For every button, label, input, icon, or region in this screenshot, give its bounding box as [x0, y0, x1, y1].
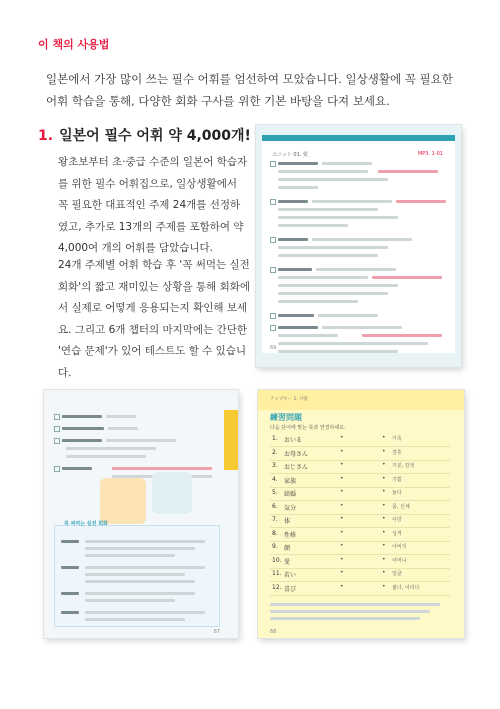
vocab-page-thumbnail	[256, 125, 461, 367]
practice-row	[270, 448, 450, 461]
dot-icon: •	[340, 542, 344, 549]
practice-word: 3.	[272, 462, 278, 469]
dot-icon: •	[382, 582, 386, 590]
illustration-children	[100, 478, 146, 524]
text-line	[85, 554, 175, 557]
practice-row	[270, 434, 450, 447]
dot-icon: •	[382, 474, 386, 482]
dot-icon: •	[382, 501, 386, 509]
practice-row	[270, 461, 450, 474]
dot-icon: •	[340, 488, 344, 495]
practice-row	[270, 556, 450, 569]
conversation-page-thumbnail	[44, 390, 238, 638]
text-line	[278, 162, 318, 165]
text-line	[270, 603, 440, 606]
text-line	[61, 540, 79, 543]
practice-answer: 기분, 감정	[392, 463, 415, 469]
checkbox-icon	[270, 161, 276, 167]
practice-title: 練習問題	[270, 413, 302, 422]
text-line	[85, 618, 185, 621]
practice-row	[270, 502, 450, 515]
text-line	[278, 178, 388, 181]
practice-word: 9.	[272, 543, 278, 550]
practice-word-text: 愛	[284, 558, 291, 566]
checkbox-icon	[270, 237, 276, 243]
dot-icon: •	[340, 434, 344, 441]
practice-answer: 결혼	[392, 449, 402, 456]
practice-page-thumbnail	[258, 390, 464, 638]
text-line	[85, 580, 195, 583]
practice-word-text: お母さん	[284, 450, 309, 458]
text-line	[278, 170, 368, 173]
practice-instruction: 다음 단어에 맞는 뜻과 연결하세요.	[270, 425, 346, 431]
practice-row	[270, 529, 450, 542]
practice-word-text: 結婚	[284, 491, 297, 498]
text-line	[378, 170, 438, 173]
text-line	[278, 238, 308, 241]
text-line	[278, 342, 428, 345]
text-line	[85, 599, 175, 602]
text-line	[278, 216, 398, 219]
text-line	[270, 610, 430, 613]
vocab-page	[262, 135, 455, 353]
text-line	[278, 276, 368, 279]
dot-icon: •	[340, 474, 344, 482]
practice-row	[270, 475, 450, 488]
text-line	[85, 592, 195, 595]
practice-answer: 사랑	[392, 517, 402, 523]
practice-word: 5.	[272, 489, 278, 496]
text-line	[278, 200, 308, 203]
section-title	[38, 125, 251, 145]
text-line	[66, 455, 146, 458]
text-line	[61, 592, 79, 595]
checkbox-icon	[54, 414, 60, 420]
practice-word: 6.	[272, 502, 278, 510]
practice-answer: 몸, 신체	[392, 503, 410, 510]
section-number: 1.	[38, 128, 54, 144]
text-line	[278, 268, 312, 271]
dot-icon: •	[340, 461, 344, 468]
dot-icon: •	[340, 515, 344, 522]
practice-word: 4.	[272, 475, 278, 483]
practice-answer: 어머니	[392, 557, 407, 564]
dot-icon: •	[382, 488, 386, 495]
dot-icon: •	[382, 528, 386, 536]
practice-row	[270, 583, 450, 596]
text-line	[316, 268, 396, 271]
text-line	[312, 200, 392, 203]
section-title-text: 일본어 필수 어휘 약 4,000개!	[59, 128, 251, 144]
checkbox-icon	[270, 199, 276, 205]
practice-word-text: 家族	[284, 477, 297, 485]
dot-icon: •	[382, 434, 386, 441]
text-line	[278, 254, 378, 257]
dot-icon: •	[382, 461, 386, 468]
text-line	[85, 566, 205, 569]
text-line	[106, 415, 136, 418]
dialog-box	[54, 525, 220, 627]
checkbox-icon	[270, 325, 276, 331]
text-line	[278, 292, 388, 295]
practice-word-text: おじさん	[284, 464, 309, 471]
page-header	[38, 36, 109, 52]
page-number: 67	[213, 629, 220, 635]
text-line	[278, 334, 338, 337]
practice-row	[270, 488, 450, 501]
dot-icon: •	[340, 555, 344, 563]
text-line	[362, 334, 442, 337]
text-line	[278, 246, 388, 249]
text-line	[85, 547, 195, 550]
vocab-mp3-tag: MP3. 1-01	[417, 151, 443, 157]
text-line	[85, 611, 205, 614]
text-line	[278, 314, 314, 317]
dot-icon: •	[340, 501, 344, 509]
practice-row	[270, 569, 450, 582]
dot-icon: •	[340, 528, 344, 536]
practice-word: 2.	[272, 448, 278, 456]
text-line	[61, 611, 79, 614]
checkbox-icon	[54, 438, 60, 444]
practice-answer: 얼굴	[392, 571, 402, 577]
practice-word-text: おいる	[284, 437, 303, 444]
text-line	[112, 467, 212, 470]
page-number: 68	[270, 629, 277, 635]
text-line	[278, 350, 398, 353]
text-line	[278, 186, 318, 189]
dot-icon: •	[382, 515, 386, 522]
text-line	[270, 617, 420, 620]
dot-icon: •	[340, 447, 344, 455]
chapter-tab	[224, 410, 238, 470]
practice-answer: 아버지	[392, 544, 407, 550]
practice-answer: 가족	[392, 436, 402, 442]
practice-word: 11.	[272, 570, 282, 577]
text-line	[278, 224, 348, 227]
text-line	[106, 439, 176, 442]
text-line	[85, 540, 205, 543]
text-line	[322, 162, 372, 165]
practice-word: 7.	[272, 516, 278, 523]
practice-word: 12.	[272, 583, 282, 591]
practice-answer: 성격	[392, 530, 402, 537]
text-line	[396, 200, 446, 203]
paragraph-1: 왕초보부터 초·중급 수준의 일본어 학습자를 위한 필수 어휘집으로, 일상생활에서 꼭 필요한 대표적인 주제 24개를 선정하였고, 추가로 13개의 주제를 포함하여 약 4,000여 개의 어휘를 담았습니다.	[58, 156, 248, 254]
text-line	[278, 300, 358, 303]
page-number: 69	[270, 345, 277, 351]
dot-icon: •	[382, 569, 386, 576]
text-line	[372, 276, 442, 279]
text-line	[108, 427, 138, 430]
chapter-label: チャプター 1. 사람	[270, 397, 308, 402]
practice-word-text: 性格	[284, 531, 297, 539]
text-line	[312, 238, 412, 241]
practice-answer: 젊다, 어리다	[392, 584, 420, 591]
practice-word-text: 気分	[284, 504, 297, 512]
practice-word: 8.	[272, 529, 278, 537]
practice-word-text: 若い	[284, 572, 297, 579]
practice-answer: 늙다	[392, 490, 402, 496]
practice-word-text: 顔	[284, 545, 291, 552]
dot-icon: •	[340, 569, 344, 576]
text-line	[278, 284, 398, 287]
practice-word: 10.	[272, 556, 282, 564]
illustration-crib	[152, 472, 192, 514]
text-line	[85, 573, 185, 576]
practice-word: 1.	[272, 435, 278, 442]
text-line	[61, 566, 79, 569]
dot-icon: •	[382, 447, 386, 455]
vocab-unit-tag: ユニット 01. 愛	[272, 152, 308, 158]
dot-icon: •	[382, 542, 386, 549]
checkbox-icon	[270, 313, 276, 319]
dialog-title: 꼭 써먹는 실전 회화	[64, 521, 108, 527]
text-line	[278, 326, 318, 329]
practice-row	[270, 515, 450, 528]
text-line	[318, 314, 378, 317]
text-line	[62, 467, 92, 470]
text-line	[62, 427, 104, 430]
practice-word-text: 体	[284, 518, 291, 525]
text-line	[322, 326, 402, 329]
intro-text: 일본에서 가장 많이 쓰는 필수 어휘를 엄선하여 모았습니다. 일상생활에 꼭 필요한 어휘 학습을 통해, 다양한 회화 구사를 위한 기본 바탕을 다져 보세요.	[46, 72, 453, 108]
text-line	[66, 447, 156, 450]
practice-row	[270, 542, 450, 555]
checkbox-icon	[270, 267, 276, 273]
practice-answer: 기쁨	[392, 476, 402, 483]
checkbox-icon	[54, 426, 60, 432]
dot-icon: •	[340, 582, 344, 590]
text-line	[278, 208, 378, 211]
checkbox-icon	[54, 466, 60, 472]
paragraph-2: 24개 주제별 어휘 학습 후 '꼭 써먹는 실전 회화'의 짧고 재미있는 상황을 통해 회화에서 실제로 어떻게 응용되는지 확인해 보세요. 그리고 6개 챕터의 마지막에는 간단한 '연습 문제'가 있어 테스트도 할 수 있습니다.	[58, 259, 251, 379]
practice-word-text: 喜び	[284, 585, 297, 593]
dot-icon: •	[382, 555, 386, 563]
text-line	[62, 415, 102, 418]
header-title-red: 이 책의 사용법	[38, 38, 110, 51]
text-line	[62, 439, 102, 442]
answer-key	[270, 603, 450, 620]
